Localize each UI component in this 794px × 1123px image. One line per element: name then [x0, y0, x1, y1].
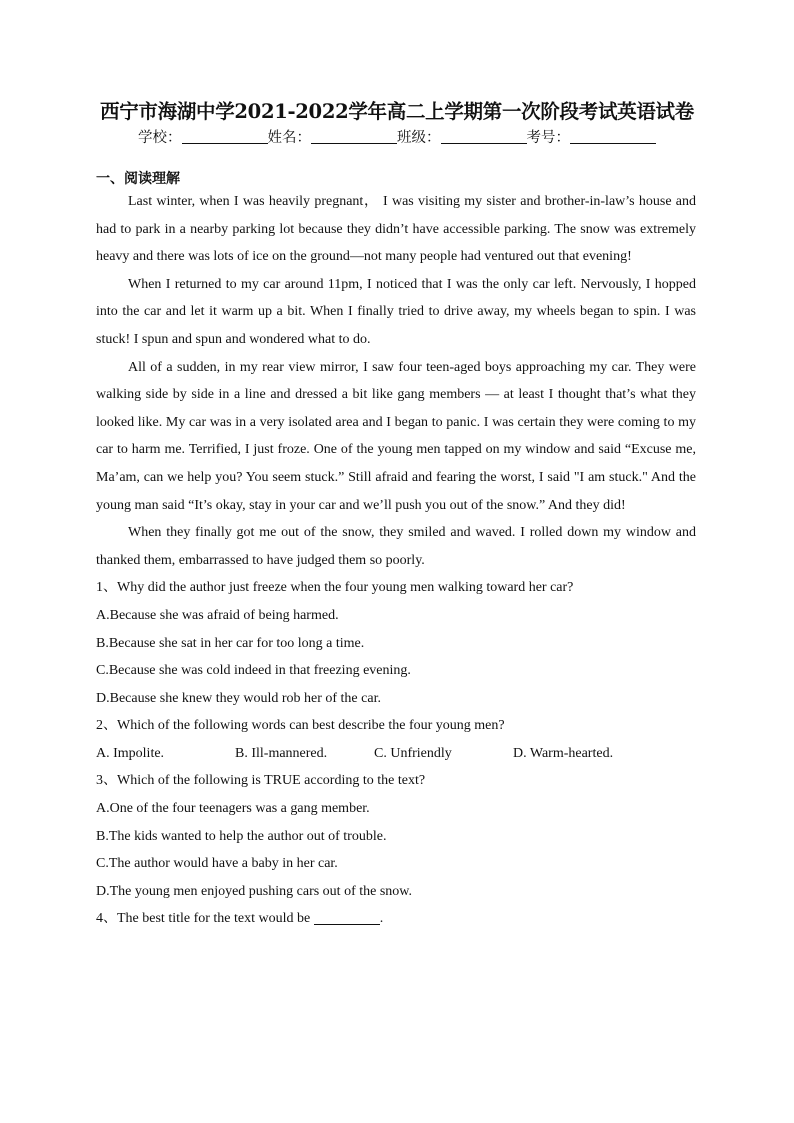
class-label: 班级： [397, 130, 441, 146]
student-info-line [0, 126, 794, 147]
class-blank [441, 129, 527, 144]
passage-paragraph: All of a sudden, in my rear view mirror, I saw four teen-aged boys approaching my car. They were walking side by side in a line and dressed a bit like gang members — at least I thought that’s what they looked like. My car was in a very isolated area and I began to panic. I was certain they were coming to my car to harm me. Terrified, I just froze. One of the young men tapped on my window and said “Excuse me, Ma’am, can we help you? You seem stuck.” Still afraid and fearing the worst, I said "I am stuck." And the young man said “It’s okay, stay in your car and we’ll push you out of the snow.” And they did! [96, 359, 696, 513]
passage-paragraph: When I returned to my car around 11pm, I noticed that I was the only car left. Nervously, I hopped into the car and let it warm up a bit. When I finally tried to drive away, my wheels began to spin. I was stuck! I spun and spun and wondered what to do. [96, 276, 696, 347]
question-2-stem: 2、Which of the following words can best describe the four young men? [96, 718, 505, 734]
question-3-stem: 3、Which of the following is TRUE according to the text? [96, 773, 426, 789]
school-blank [182, 129, 268, 144]
name-blank [311, 129, 397, 144]
name-label: 姓名： [267, 130, 311, 146]
section-title: 一、阅读理解 [96, 171, 180, 187]
passage-paragraph: When they finally got me out of the snow, they smiled and waved. I rolled down my window and thanked them, embarrassed to have judged them so poorly. [96, 525, 696, 568]
question-2-option-d: D. Warm-hearted. [513, 745, 614, 761]
question-3-option-b: B.The kids wanted to help the author out of trouble. [96, 828, 387, 844]
passage-paragraph: Last winter, when I was heavily pregnant， I was visiting my sister and brother-in-law’s house and had to park in a nearby parking lot because they didn’t have accessible parking. The snow was extremely heavy and there was lots of ice on the ground—not many people had ventured out that evening! [96, 194, 696, 265]
reading-content [96, 188, 696, 933]
question-2-option-c: C. Unfriendly [374, 745, 452, 761]
school-label: 学校： [138, 130, 182, 146]
question-1-option-c: C.Because she was cold indeed in that freezing evening. [96, 663, 411, 679]
question-1-stem: 1、Why did the author just freeze when the four young men walking toward her car? [96, 580, 574, 596]
exam-title: 西宁市海湖中学2021-2022学年高二上学期第一次阶段考试英语试卷 [100, 100, 694, 123]
question-1-option-d: D.Because she knew they would rob her of the car. [96, 690, 381, 706]
question-1-option-b: B.Because she sat in her car for too long a time. [96, 635, 365, 651]
question-4-stem [96, 905, 696, 933]
question-2-options [96, 740, 696, 768]
question-3-option-c: C.The author would have a baby in her car. [96, 856, 338, 872]
exam-id-label: 考号： [526, 130, 570, 146]
question-2-option-a: A. Impolite. [96, 745, 165, 761]
question-2-option-b: B. Ill-mannered. [235, 745, 328, 761]
question-1-option-a: A.Because she was afraid of being harmed. [96, 607, 339, 623]
question-4-end: . [379, 911, 384, 927]
answer-blank [314, 910, 380, 925]
question-3-option-d: D.The young men enjoyed pushing cars out of the snow. [96, 883, 412, 899]
exam-id-blank [570, 129, 656, 144]
question-3-option-a: A.One of the four teenagers was a gang member. [96, 801, 370, 817]
question-4-text: 4、The best title for the text would be [96, 911, 311, 927]
